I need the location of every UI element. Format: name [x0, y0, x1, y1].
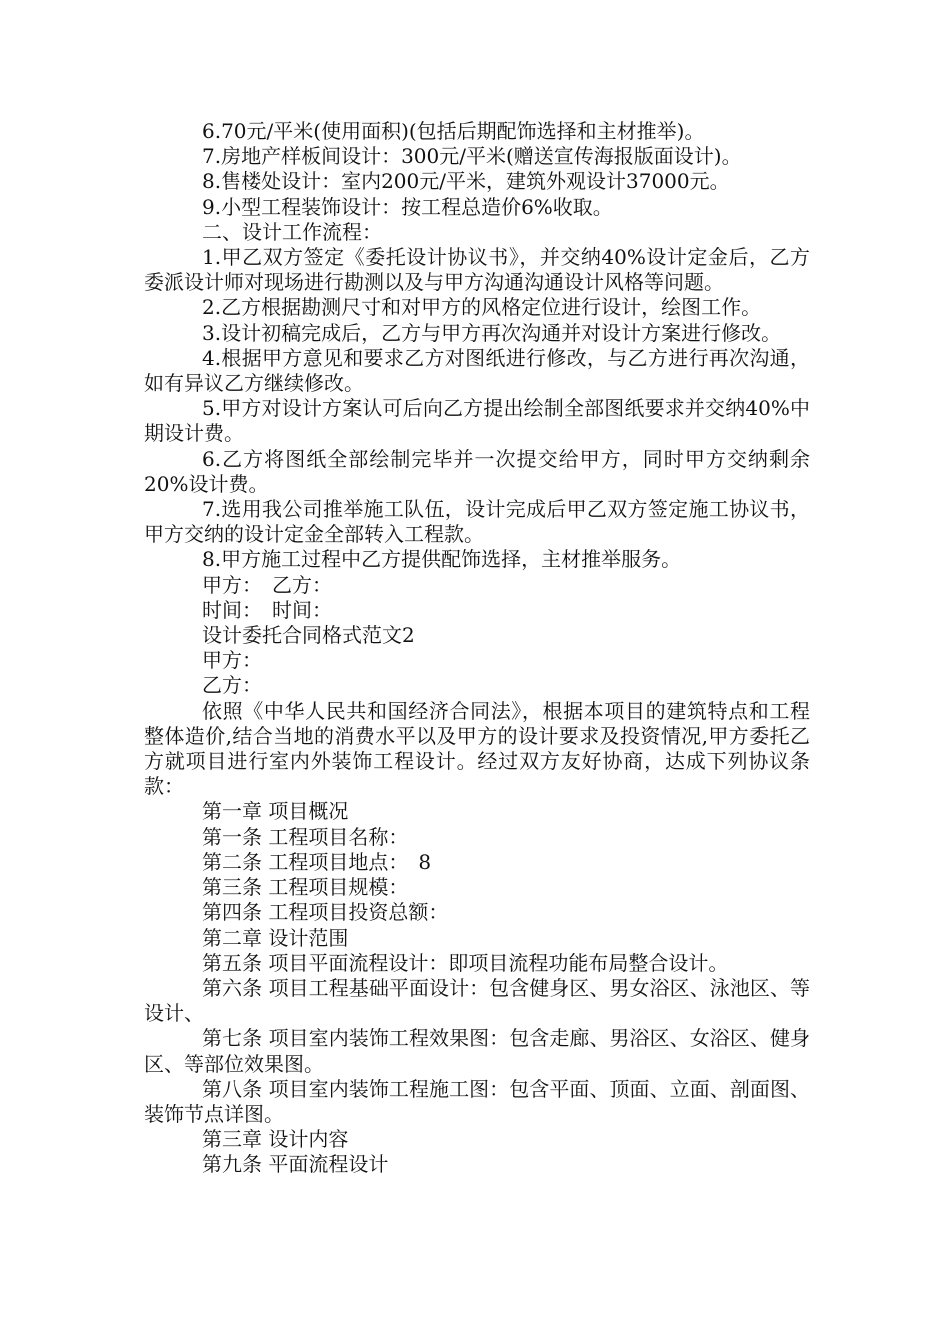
article-1: 第一条 工程项目名称： [202, 824, 409, 849]
article-4: 第四条 工程项目投资总额： [202, 900, 449, 925]
paragraph-workflow-step-2: 2.乙方根据勘测尺寸和对甲方的风格定位进行设计，绘图工作。 [202, 295, 762, 320]
paragraph-workflow-step-6: 6.乙方将图纸全部绘制完毕并一次提交给甲方，同时甲方交纳剩余20%设计费。 [144, 446, 810, 496]
paragraph-workflow-step-3: 3.设计初稿完成后，乙方与甲方再次沟通并对设计方案进行修改。 [202, 320, 782, 345]
article-6: 第六条 项目工程基础平面设计：包含健身区、男女浴区、泳池区、等设计、 [144, 975, 810, 1026]
party-a-line: 甲方： [202, 648, 262, 673]
article-3: 第三条 工程项目规模： [202, 875, 409, 900]
paragraph-workflow-step-5: 5.甲方对设计方案认可后向乙方提出绘制全部图纸要求并交纳40%中期设计费。 [144, 396, 810, 446]
document-page [144, 119, 810, 1178]
paragraph-fee-item-6: 6.70元/平米(使用面积)(包括后期配饰选择和主材推举)。 [202, 119, 705, 143]
chapter-heading-1: 第一章 项目概况 [202, 799, 349, 824]
article-2: 第二条 工程项目地点： 8 [202, 849, 432, 874]
paragraph-fee-item-7: 7.房地产样板间设计：300元/平米(赠送宣传海报版面设计)。 [202, 144, 742, 169]
paragraph-workflow-step-4: 4.根据甲方意见和要求乙方对图纸进行修改，与乙方进行再次沟通，如有异议乙方继续修改。 [144, 345, 810, 396]
paragraph-workflow-step-7: 7.选用我公司推举施工队伍，设计完成后甲乙双方签定施工协议书，甲方交纳的设计定金全部转入工程款。 [144, 497, 810, 547]
paragraph-fee-item-9: 9.小型工程装饰设计：按工程总造价6%收取。 [202, 194, 613, 219]
party-b-line: 乙方： [202, 673, 262, 698]
paragraph-workflow-step-8: 8.甲方施工过程中乙方提供配饰选择，主材推举服务。 [202, 547, 682, 572]
chapter-heading-3: 第三章 设计内容 [202, 1127, 349, 1152]
paragraph-workflow-step-1: 1.甲乙双方签定《委托设计协议书》，并交纳40%设计定金后，乙方委派设计师对现场进行勘测以及与甲方沟通沟通设计风格等问题。 [144, 245, 810, 295]
chapter-heading-2: 第二章 设计范围 [202, 925, 349, 950]
document-title-sample-2: 设计委托合同格式范文2 [202, 623, 415, 648]
signature-date-line: 时间： 时间： [202, 597, 332, 622]
article-7: 第七条 项目室内装饰工程效果图：包含走廊、男浴区、女浴区、健身区、等部位效果图。 [144, 1026, 810, 1076]
article-9: 第九条 平面流程设计 [202, 1152, 389, 1177]
article-5: 第五条 项目平面流程设计：即项目流程功能布局整合设计。 [202, 950, 729, 975]
signature-parties-line: 甲方： 乙方： [202, 572, 332, 597]
section-heading-workflow: 二、设计工作流程： [202, 219, 382, 244]
article-8: 第八条 项目室内装饰工程施工图：包含平面、顶面、立面、剖面图、装饰节点详图。 [144, 1076, 810, 1126]
paragraph-fee-item-8: 8.售楼处设计：室内200元/平米，建筑外观设计37000元。 [202, 169, 730, 194]
paragraph-preamble: 依照《中华人民共和国经济合同法》，根据本项目的建筑特点和工程整体造价,结合当地的消费水平以及甲方的设计要求及投资情况,甲方委托乙方就项目进行室内外装饰工程设计。经过双方友好协商，达成下列协议条款： [144, 698, 810, 799]
